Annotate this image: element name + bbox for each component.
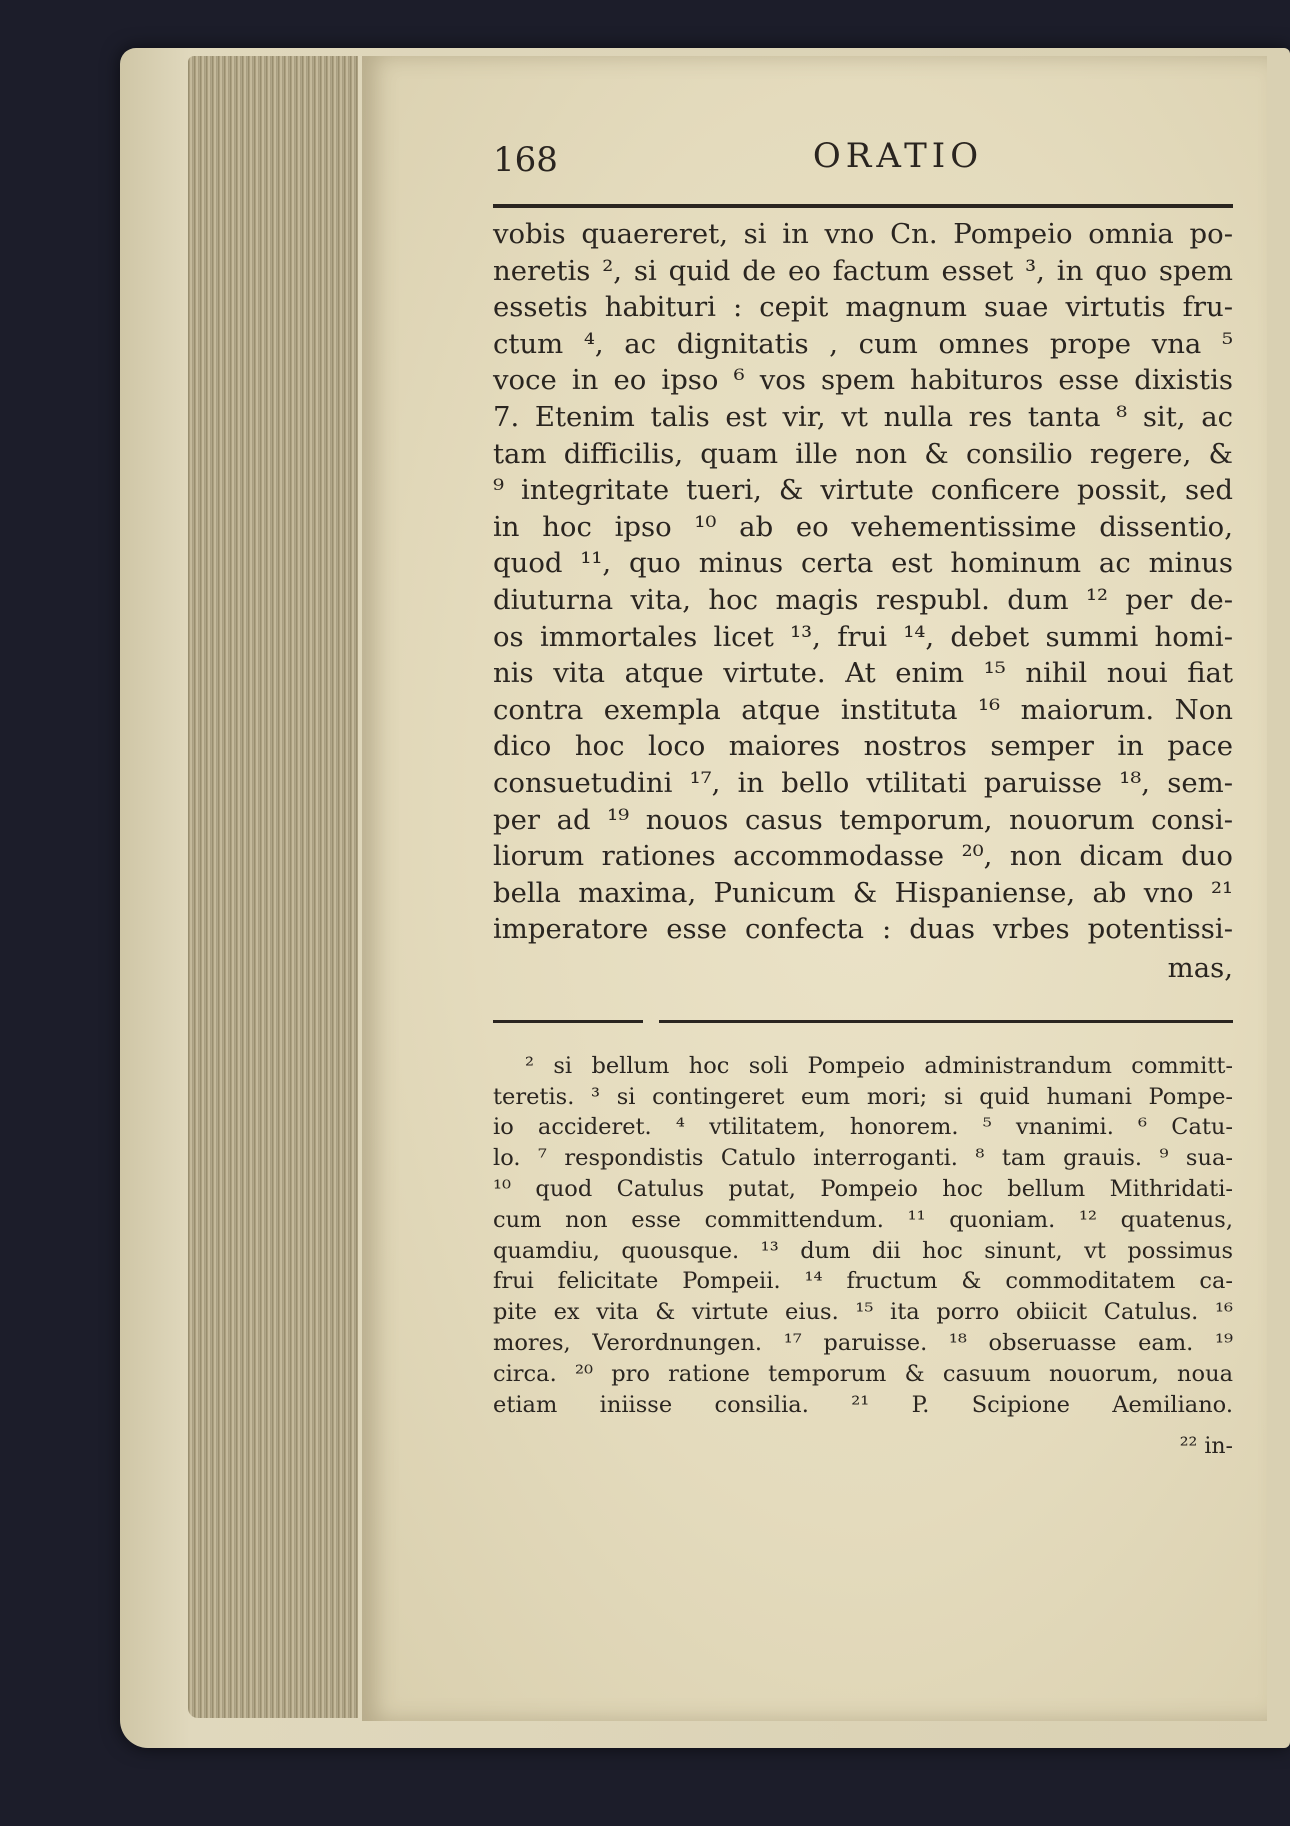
page-number: 168 [493,140,558,180]
text-line: imperatore esse confecta : duas vrbes potentissi- [493,913,1233,946]
text-line: vobis quaereret, si in vno Cn. Pompeio omnia po- [493,218,1233,250]
text-line: ⁹ integritate tueri, & virtute conficere possit, sed [493,474,1233,507]
footnote-line: pite ex vita & virtute eius. ¹⁵ ita porro obiicit Catulus. ¹⁶ [493,1299,1233,1326]
footnote-catchword: ²² in- [1179,1434,1233,1460]
text-line: essetis habituri : cepit magnum suae virtutis fru- [493,291,1233,324]
text-line: in hoc ipso ¹⁰ ab eo vehementissime dissentio, [493,510,1233,543]
text-line: contra exempla atque instituta ¹⁶ maiorum. Non [493,693,1233,726]
footnote-line: lo. ⁷ respondistis Catulo interroganti. ⁸ tam grauis. ⁹ sua- [493,1145,1233,1172]
main-text [493,216,1233,948]
footnote-line: frui felicitate Pompeii. ¹⁴ fructum & commoditatem ca- [493,1268,1233,1295]
page-content [493,136,1233,1460]
footnote-line: io accideret. ⁴ vtilitatem, honorem. ⁵ vnanimi. ⁶ Catu- [493,1114,1233,1141]
footnote-line: circa. ²⁰ pro ratione temporum & casuum nouorum, noua [493,1360,1233,1387]
footnote-line: mores, Verordnungen. ¹⁷ paruisse. ¹⁸ obseruasse eam. ¹⁹ [493,1330,1233,1357]
footnote-line: quamdiu, quousque. ¹³ dum dii hoc sinunt, vt possimus [493,1237,1233,1264]
footnotes [493,1051,1233,1421]
text-line: 7. Etenim talis est vir, vt nulla res tanta ⁸ sit, ac [493,400,1233,433]
text-line: consuetudini ¹⁷, in bello vtilitati paruisse ¹⁸, sem- [493,766,1233,799]
text-line: neretis ², si quid de eo factum esset ³, in quo spem [493,254,1233,287]
text-line: tam difficilis, quam ille non & consilio regere, & [493,437,1233,470]
text-line: liorum rationes accommodasse ²⁰, non dicam duo [493,840,1233,873]
running-head [493,136,1233,200]
running-title: ORATIO [812,136,984,176]
page-edges [188,56,358,1718]
text-line: voce in eo ipso ⁶ vos spem habituros esse dixistis [493,364,1233,397]
footnote-rule [493,1020,1233,1023]
footnote-line: ¹⁰ quod Catulus putat, Pompeio hoc bellum Mithridati- [493,1176,1233,1203]
text-line: ctum ⁴, ac dignitatis , cum omnes prope vna ⁵ [493,327,1233,360]
text-line: dico hoc loco maiores nostros semper in pace [493,730,1233,763]
footnote-line: etiam iniisse consilia. ²¹ P. Scipione Aemiliano. [493,1391,1233,1418]
catchword: mas, [1167,951,1233,984]
footnote-line: teretis. ³ si contingeret eum mori; si quid humani Pompe- [493,1083,1233,1110]
text-line: nis vita atque virtute. At enim ¹⁵ nihil noui fiat [493,657,1233,690]
header-rule [493,204,1233,208]
footnote-line: cum non esse committendum. ¹¹ quoniam. ¹² quatenus, [493,1206,1233,1233]
footnote-line: ² si bellum hoc soli Pompeio administrandum committ- [525,1052,1233,1079]
text-line: quod ¹¹, quo minus certa est hominum ac minus [493,547,1233,580]
text-line: bella maxima, Punicum & Hispaniense, ab vno ²¹ [493,876,1233,909]
text-line: per ad ¹⁹ nouos casus temporum, nouorum consi- [493,803,1233,836]
text-line: diuturna vita, hoc magis respubl. dum ¹² per de- [493,583,1233,616]
text-line: os immortales licet ¹³, frui ¹⁴, debet summi homi- [493,620,1233,653]
